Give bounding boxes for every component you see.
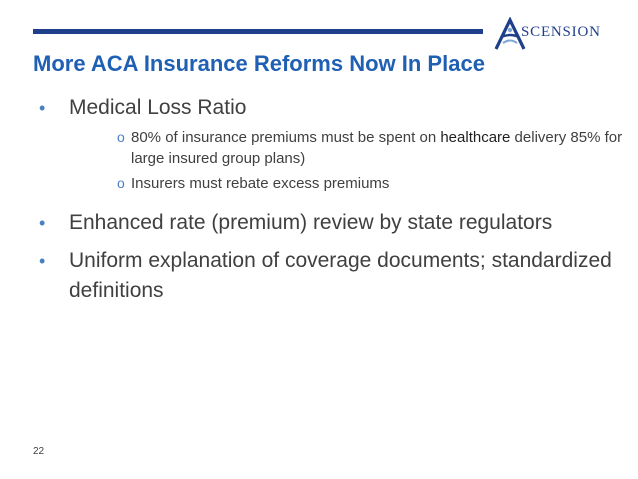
- bullet-marker: •: [39, 98, 46, 118]
- header-bar: [33, 29, 483, 34]
- bullet-item: [33, 208, 623, 238]
- bullet-item: [33, 93, 623, 194]
- bullet-marker: •: [39, 213, 46, 233]
- bullet-list: [33, 93, 623, 306]
- spacer: [33, 194, 623, 208]
- page-number: 22: [33, 446, 45, 457]
- sub-bullet-text-b: healthcare: [440, 129, 511, 146]
- sub-bullet-text-c: delivery 85% for large insured group plans): [131, 129, 623, 167]
- bullet-item: [33, 246, 623, 306]
- sub-bullet-marker: o: [117, 175, 125, 191]
- sub-bullet-marker: o: [117, 129, 125, 145]
- bullet-text: Uniform explanation of coverage documents; standardized definitions: [69, 249, 612, 302]
- bullet-text: Medical Loss Ratio: [69, 96, 247, 119]
- sub-bullet-text: Insurers must rebate excess premiums: [131, 175, 390, 192]
- bullet-text: Enhanced rate (premium) review by state regulators: [69, 211, 553, 234]
- sub-bullet-text-a: 80% of insurance premiums must be spent on: [131, 129, 441, 146]
- sub-bullet-item: [83, 173, 623, 194]
- slide-title: More ACA Insurance Reforms Now In Place: [33, 51, 485, 76]
- sub-bullet-item: [83, 127, 623, 169]
- logo-wordmark: SCENSION: [521, 24, 601, 40]
- sub-bullet-list: [69, 127, 623, 194]
- spacer: [33, 238, 623, 246]
- bullet-marker: •: [39, 251, 46, 271]
- ascension-logo: [492, 17, 610, 51]
